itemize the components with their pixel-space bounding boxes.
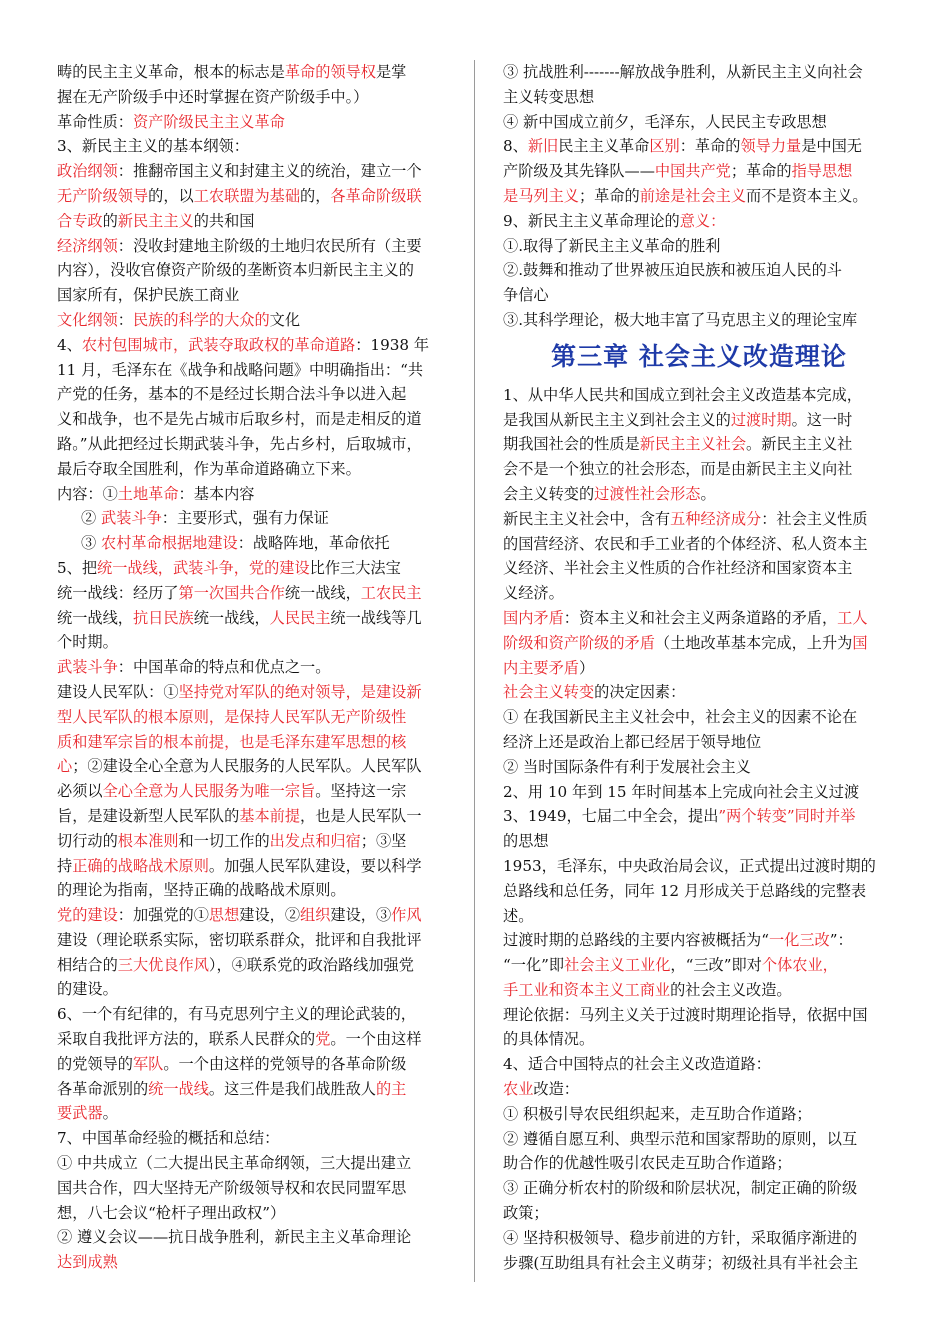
body-text: 义经济。 bbox=[503, 584, 564, 603]
highlight-text: 武装斗争 bbox=[101, 509, 162, 528]
body-text: 。这三件是我们战胜敌人 bbox=[208, 1079, 376, 1098]
body-text: ① 在我国新民主主义社会中，社会主义的因素不论在 bbox=[503, 708, 858, 727]
body-text: 采取自我批评方法的，联系人民群众的 bbox=[57, 1030, 316, 1049]
highlight-text: 根本准则 bbox=[117, 831, 179, 850]
text-line bbox=[503, 432, 895, 457]
body-text: 产党的任务，基本的不是经过长期合法斗争以进入起 bbox=[57, 385, 407, 404]
text-line bbox=[57, 432, 449, 457]
text-line bbox=[57, 134, 449, 159]
highlight-text: 过渡时期 bbox=[730, 410, 792, 429]
highlight-text: 全心全意为人民服务为唯一宗旨 bbox=[102, 782, 316, 801]
text-line bbox=[57, 730, 449, 755]
text-line bbox=[503, 680, 895, 705]
text-line bbox=[57, 1002, 449, 1027]
text-line bbox=[503, 631, 895, 656]
text-line bbox=[57, 1052, 449, 1077]
highlight-text: 手工业和资本主义工商业 bbox=[503, 980, 671, 999]
text-line bbox=[503, 482, 895, 507]
highlight-text: 型人民军队的根本原则，是保持人民军队无产阶级性 bbox=[57, 707, 407, 726]
body-text: 比作三大法宝 bbox=[309, 558, 401, 577]
text-line bbox=[57, 333, 449, 358]
text-line bbox=[57, 184, 449, 209]
body-text: ②.鼓舞和推动了世界被压迫民族和被压迫人民的斗 bbox=[503, 261, 842, 280]
text-line bbox=[503, 1176, 895, 1201]
text-line bbox=[503, 928, 895, 953]
text-line bbox=[57, 779, 449, 804]
body-text: 新民主主义社会中，含有 bbox=[503, 509, 671, 528]
body-text: 。新民主主义社 bbox=[746, 435, 853, 454]
body-text: ：没收封建地主阶级的土地归农民所有（主要 bbox=[117, 236, 422, 255]
highlight-text: 区别 bbox=[649, 137, 680, 156]
body-text: 会主义转变的 bbox=[503, 484, 595, 503]
column-divider bbox=[474, 60, 475, 1282]
text-line bbox=[57, 655, 449, 680]
body-text: 的国营经济、农民和手工业者的个体经济、私人资本主 bbox=[503, 534, 868, 553]
text-line bbox=[503, 134, 895, 159]
text-line bbox=[57, 110, 449, 135]
highlight-text: 社会主义转变 bbox=[503, 683, 595, 702]
body-text: 。 bbox=[700, 484, 716, 503]
text-line bbox=[503, 209, 895, 234]
body-text: 畴的民主主义革命，根本的标志是 bbox=[57, 63, 285, 81]
body-text: ，也是人民军队一 bbox=[300, 806, 422, 825]
highlight-text: 内主要矛盾 bbox=[503, 658, 579, 677]
body-text: 。加强人民军队建设，要以科学 bbox=[208, 856, 422, 875]
highlight-text: 一化三改 bbox=[768, 931, 830, 950]
body-text: 改造： bbox=[533, 1080, 579, 1099]
text-line bbox=[503, 258, 895, 283]
body-text: ”： bbox=[829, 931, 853, 950]
body-text: 助合作的优越性吸引农民走互助合作道路； bbox=[503, 1154, 792, 1173]
text-line bbox=[57, 407, 449, 432]
chapter-title: 第三章 社会主义改造理论 bbox=[551, 341, 847, 371]
text-line bbox=[57, 1101, 449, 1126]
highlight-text: 社会主义工业化 bbox=[564, 956, 671, 975]
body-text: 6、一个有纪律的，有马克思列宁主义的理论武装的， bbox=[57, 1005, 416, 1024]
text-line bbox=[503, 184, 895, 209]
text-line bbox=[503, 755, 895, 780]
body-text: 必须以 bbox=[57, 782, 103, 801]
highlight-text: 人民民主 bbox=[269, 608, 331, 627]
text-line bbox=[503, 656, 895, 681]
body-text: 是中国无 bbox=[801, 137, 862, 156]
body-text: 旨，是建设新型人民军队的 bbox=[57, 806, 240, 825]
body-text: 。这一时 bbox=[791, 410, 853, 429]
right-column bbox=[503, 60, 895, 1275]
text-line bbox=[57, 159, 449, 184]
text-line bbox=[57, 928, 449, 953]
body-text: 。一个由这样 bbox=[330, 1030, 422, 1049]
highlight-text: 国内矛盾 bbox=[503, 608, 564, 627]
highlight-text: 民族的科学的大众的 bbox=[132, 310, 270, 329]
body-text: 持 bbox=[57, 856, 73, 875]
highlight-text: 领导力量 bbox=[740, 137, 802, 156]
highlight-text: 统一战线 bbox=[148, 1079, 209, 1098]
highlight-text: 合专政 bbox=[57, 211, 103, 230]
highlight-text: 前途是社会主义 bbox=[639, 186, 746, 205]
text-line bbox=[503, 283, 895, 308]
right-column-top bbox=[503, 60, 895, 333]
text-line bbox=[57, 606, 449, 631]
right-column-bottom bbox=[503, 383, 895, 1276]
body-text: ①.取得了新民主主义革命的胜利 bbox=[503, 236, 721, 255]
text-line bbox=[503, 1201, 895, 1226]
body-text: 的建设。 bbox=[57, 980, 118, 999]
highlight-text: 达到成熟 bbox=[57, 1253, 118, 1272]
highlight-text: 基本前提 bbox=[239, 806, 300, 825]
text-line bbox=[503, 159, 895, 184]
body-text: 。一个由这样的党领导的各革命阶级 bbox=[163, 1054, 407, 1073]
highlight-text: 农村革命根据地建设 bbox=[101, 534, 238, 553]
text-line bbox=[503, 1003, 895, 1028]
text-line bbox=[57, 85, 449, 110]
body-text: 会不是一个独立的社会形态，而是由新民主主义向社 bbox=[503, 460, 853, 479]
text-line bbox=[57, 60, 449, 85]
body-text: 统一战线等几 bbox=[330, 608, 422, 627]
body-text: ① 积极引导农民组织起来，走互助合作道路； bbox=[503, 1104, 812, 1123]
highlight-text: 中国共产党 bbox=[654, 162, 731, 181]
text-line bbox=[503, 1226, 895, 1251]
body-text: ：1938 年 bbox=[355, 335, 430, 354]
body-text: 产阶级及其先锋队—— bbox=[503, 162, 655, 181]
body-text: 而不是资本主义。 bbox=[746, 186, 868, 205]
body-text: ② 遵义会议——抗日战争胜利，新民主主义革命理论 bbox=[57, 1228, 412, 1247]
body-text: 的共和国 bbox=[193, 211, 255, 230]
highlight-text: 心 bbox=[57, 757, 73, 776]
highlight-text: 无产阶级领导 bbox=[57, 186, 149, 205]
highlight-text: 农村包围城市，武装夺取政权的革命道路 bbox=[81, 335, 356, 354]
body-text: 是掌 bbox=[375, 63, 407, 81]
body-text: 7、中国革命经验的概括和总结： bbox=[57, 1129, 280, 1148]
text-line bbox=[503, 457, 895, 482]
body-text: ；③坚 bbox=[360, 831, 407, 850]
text-line bbox=[503, 1151, 895, 1176]
text-line bbox=[57, 804, 449, 829]
body-text: 建设人民军队：① bbox=[57, 682, 179, 701]
highlight-text: 新民主主义社会 bbox=[639, 435, 746, 454]
text-line bbox=[503, 780, 895, 805]
text-line bbox=[57, 358, 449, 383]
highlight-text: 思想 bbox=[208, 906, 240, 925]
text-line bbox=[503, 1027, 895, 1052]
highlight-text: 武装斗争 bbox=[57, 658, 118, 677]
body-text: ：资本主义和社会主义两条道路的矛盾， bbox=[563, 608, 838, 627]
text-line bbox=[57, 878, 449, 903]
body-text: ：革命的 bbox=[679, 137, 741, 156]
body-text: （土地改革基本完成，上升为 bbox=[654, 633, 853, 652]
text-line bbox=[57, 482, 449, 507]
text-line bbox=[57, 234, 449, 259]
body-text: 国家所有，保护民族工商业 bbox=[57, 286, 240, 305]
body-text: 1953，毛泽东，中央政治局会议，正式提出过渡时期的 bbox=[503, 856, 876, 875]
text-line bbox=[503, 110, 895, 135]
body-text: 的， bbox=[300, 186, 331, 205]
body-text: “一化”即 bbox=[503, 956, 565, 975]
highlight-text: 要武器 bbox=[57, 1104, 103, 1123]
body-text: ；②建设全心全意为人民服务的人民军队。人民军队 bbox=[72, 757, 422, 776]
highlight-text: 意义： bbox=[679, 211, 726, 230]
body-text: 4、 bbox=[57, 335, 82, 354]
text-line bbox=[57, 556, 449, 581]
text-line bbox=[503, 581, 895, 606]
body-text: ② bbox=[81, 509, 102, 528]
body-text: 统一战线， bbox=[284, 583, 361, 602]
body-text: 的理论为指南，坚持正确的战略战术原则。 bbox=[57, 881, 346, 900]
text-line bbox=[57, 283, 449, 308]
text-line bbox=[57, 953, 449, 978]
body-text: ③ 正确分析农村的阶级和阶层状况，制定正确的阶级 bbox=[503, 1179, 858, 1198]
text-line bbox=[503, 705, 895, 730]
highlight-text: 经济纲领 bbox=[57, 236, 118, 255]
body-text: 理论依据：马列主义关于过渡时期理论指导，依据中国 bbox=[503, 1005, 868, 1024]
body-text: ④ 新中国成立前夕，毛泽东，人民民主专政思想 bbox=[503, 112, 827, 131]
text-line bbox=[57, 506, 449, 531]
body-text: 9、新民主主义革命理论的 bbox=[503, 211, 680, 230]
text-line bbox=[503, 1077, 895, 1102]
body-text: 4、适合中国特点的社会主义改造道路： bbox=[503, 1055, 771, 1074]
body-text: 5、把 bbox=[57, 558, 98, 577]
body-text: ；革命的 bbox=[578, 186, 640, 205]
highlight-text: 工农联盟为基础 bbox=[193, 186, 300, 205]
highlight-text: 文化纲领 bbox=[57, 310, 118, 329]
body-text: 经济上还是政治上都已经居于领导地位 bbox=[503, 732, 762, 751]
text-line bbox=[503, 556, 895, 581]
body-text: 建设，② bbox=[239, 906, 300, 925]
body-text: 8、 bbox=[503, 137, 528, 156]
body-text: 3、新民主主义的基本纲领： bbox=[57, 137, 249, 156]
body-text: 述。 bbox=[503, 906, 534, 925]
text-line bbox=[57, 854, 449, 879]
body-text: ；革命的 bbox=[730, 162, 792, 181]
highlight-text: 革命的领导权 bbox=[284, 63, 376, 81]
text-line bbox=[57, 1027, 449, 1052]
text-line bbox=[57, 1151, 449, 1176]
text-line bbox=[503, 408, 895, 433]
highlight-text: 工人 bbox=[837, 608, 868, 627]
highlight-text: 个体农业， bbox=[761, 956, 838, 975]
text-line bbox=[57, 457, 449, 482]
body-text: ：战略阵地，革命依托 bbox=[237, 534, 390, 553]
text-line bbox=[57, 581, 449, 606]
body-text: 最后夺取全国胜利，作为革命道路确立下来。 bbox=[57, 459, 361, 478]
body-text: 2、用 10 年到 15 年时间基本上完成向社会主义过渡 bbox=[503, 782, 860, 801]
text-line bbox=[57, 382, 449, 407]
text-line bbox=[503, 978, 895, 1003]
highlight-text: 阶级和资产阶级的矛盾 bbox=[503, 633, 655, 652]
highlight-text: 军队 bbox=[132, 1054, 164, 1073]
body-text: ② 当时国际条件有利于发展社会主义 bbox=[503, 757, 751, 776]
body-text: 过渡时期的总路线的主要内容被概括为“ bbox=[503, 931, 769, 950]
text-line bbox=[57, 1126, 449, 1151]
text-line bbox=[503, 60, 895, 85]
body-text: 内容），没收官僚资产阶级的垄断资本归新民主主义的 bbox=[57, 261, 414, 280]
highlight-text: 各革命阶级联 bbox=[330, 186, 422, 205]
highlight-text: 国 bbox=[852, 633, 868, 652]
highlight-text: 指导思想 bbox=[791, 162, 853, 181]
body-text: 的，以 bbox=[148, 186, 194, 205]
body-text: 革命性质： bbox=[57, 112, 133, 131]
body-text: 。 bbox=[102, 1104, 118, 1123]
text-line bbox=[503, 953, 895, 978]
highlight-text: 工农民主 bbox=[360, 583, 422, 602]
text-line bbox=[503, 507, 895, 532]
body-text: 的社会主义改造。 bbox=[670, 980, 792, 999]
body-text: ：推翻帝国主义和封建主义的统治，建立一个 bbox=[117, 162, 422, 181]
text-line bbox=[57, 754, 449, 779]
body-text: 路。”从此把经过长期武装斗争，先占乡村，后取城市， bbox=[57, 434, 422, 453]
highlight-text: 资产阶级民主主义革命 bbox=[132, 112, 285, 131]
body-text: ④ 坚持积极领导、稳步前进的方针，采取循序渐进的 bbox=[503, 1228, 858, 1247]
body-text: 1、从中华人民共和国成立到社会主义改造基本完成， bbox=[503, 385, 862, 404]
text-line bbox=[57, 705, 449, 730]
body-text: ③ bbox=[81, 534, 102, 553]
body-text: ），④联系党的政治路线加强党 bbox=[208, 955, 414, 974]
left-column bbox=[57, 60, 449, 1275]
text-line bbox=[57, 258, 449, 283]
text-line bbox=[503, 879, 895, 904]
body-text: ① 中共成立（二大提出民主革命纲领，三大提出建立 bbox=[57, 1154, 412, 1173]
text-line bbox=[57, 829, 449, 854]
body-text: 各革命派别的 bbox=[57, 1079, 149, 1098]
highlight-text: 作风 bbox=[391, 906, 422, 925]
text-line bbox=[503, 85, 895, 110]
text-line bbox=[503, 1127, 895, 1152]
highlight-text: 土地革命 bbox=[117, 484, 179, 503]
text-line bbox=[503, 854, 895, 879]
body-text: 总路线和总任务，同年 12 月形成关于总路线的完整表 bbox=[503, 881, 867, 900]
text-line bbox=[57, 1077, 449, 1102]
body-text: ② 遵循自愿互利、典型示范和国家帮助的原则，以互 bbox=[503, 1129, 858, 1148]
body-text: ③ 抗战胜利-------解放战争胜利，从新民主主义向社会 bbox=[503, 63, 863, 81]
highlight-text: 统一战线，武装斗争，党的建设 bbox=[97, 558, 310, 577]
body-text: ：加强党的① bbox=[117, 906, 209, 925]
text-line bbox=[503, 829, 895, 854]
body-text: 相结合的 bbox=[57, 955, 118, 974]
body-text: 国共合作，四大坚持无产阶级领导权和农民同盟军思 bbox=[57, 1178, 407, 1197]
highlight-text: 组织 bbox=[300, 906, 331, 925]
text-line bbox=[503, 606, 895, 631]
text-line bbox=[57, 680, 449, 705]
body-text: 想，八七会议“枪杆子理出政权”） bbox=[57, 1203, 286, 1222]
body-text: 的决定因素： bbox=[594, 683, 686, 702]
body-text: 统一战线， bbox=[57, 608, 133, 627]
body-text: 民主主义革命 bbox=[558, 137, 650, 156]
text-line bbox=[503, 904, 895, 929]
body-text: ，“三改”即对 bbox=[670, 956, 762, 975]
body-text: 是我国从新民主主义到社会主义的 bbox=[503, 410, 731, 429]
text-line bbox=[57, 1250, 449, 1275]
text-line bbox=[503, 383, 895, 408]
highlight-text: 是马列主义 bbox=[503, 186, 579, 205]
text-line bbox=[503, 730, 895, 755]
highlight-text: 政治纲领 bbox=[57, 162, 118, 181]
body-text: 争信心 bbox=[503, 286, 549, 305]
body-text: 内容：① bbox=[57, 484, 118, 503]
body-text: ：基本内容 bbox=[178, 484, 255, 503]
body-text: 文化 bbox=[269, 310, 300, 329]
highlight-text: 质和建军宗旨的根本前提，也是毛泽东建军思想的核 bbox=[57, 732, 407, 751]
highlight-text: 三大优良作风 bbox=[117, 955, 209, 974]
body-text: 的党领导的 bbox=[57, 1054, 133, 1073]
text-line bbox=[503, 1052, 895, 1077]
highlight-text: 过渡性社会形态 bbox=[594, 484, 701, 503]
text-line bbox=[57, 1176, 449, 1201]
highlight-text: 坚持党对军队的绝对领导，是建设新 bbox=[178, 682, 422, 701]
text-line bbox=[503, 1251, 895, 1276]
highlight-text: 党的建设 bbox=[57, 906, 118, 925]
body-text: 期我国社会的性质是 bbox=[503, 435, 640, 454]
text-line bbox=[57, 903, 449, 928]
body-text: 的 bbox=[102, 211, 118, 230]
highlight-text: 的主 bbox=[375, 1079, 407, 1098]
body-text: ） bbox=[578, 658, 595, 677]
text-line bbox=[503, 1102, 895, 1127]
body-text: 。坚持这一宗 bbox=[315, 782, 407, 801]
body-text: 的思想 bbox=[503, 832, 549, 851]
body-text: 握在无产阶级手中还时掌握在资产阶级手中。） bbox=[57, 87, 369, 106]
highlight-text: 抗日民族 bbox=[132, 608, 194, 627]
body-text: ：社会主义性质 bbox=[761, 509, 868, 528]
body-text: 建设（理论联系实际，密切联系群众，批评和自我批评 bbox=[57, 930, 422, 949]
body-text: ： bbox=[117, 310, 133, 329]
body-text: 建设，③ bbox=[330, 906, 392, 925]
body-text: 政策； bbox=[503, 1204, 549, 1223]
highlight-text: 农业 bbox=[503, 1080, 534, 1099]
text-line bbox=[503, 804, 895, 829]
highlight-text: 出发点和归宿 bbox=[269, 831, 361, 850]
body-text: 统一战线：经历了 bbox=[57, 583, 179, 602]
body-text: 的具体情况。 bbox=[503, 1030, 595, 1049]
text-line bbox=[57, 209, 449, 234]
text-line bbox=[57, 1225, 449, 1250]
body-text: 和一切工作的 bbox=[178, 831, 270, 850]
highlight-text: 新旧 bbox=[527, 137, 559, 156]
highlight-text: 新民主主义 bbox=[117, 211, 194, 230]
highlight-text: 五种经济成分 bbox=[670, 509, 762, 528]
body-text: 统一战线， bbox=[193, 608, 270, 627]
body-text: 3、1949，七届二中全会，提出 bbox=[503, 807, 719, 826]
text-line bbox=[57, 308, 449, 333]
text-line bbox=[57, 531, 449, 556]
body-text: 义经济、半社会主义性质的合作社经济和国家资本主 bbox=[503, 559, 853, 578]
highlight-text: ”两个转变”同时并举 bbox=[718, 807, 856, 826]
highlight-text: 第一次国共合作 bbox=[178, 583, 285, 602]
body-text: 步骤(互助组具有社会主义萌芽；初级社具有半社会主 bbox=[503, 1253, 859, 1272]
text-line bbox=[57, 630, 449, 655]
body-text: 切行动的 bbox=[57, 831, 118, 850]
highlight-text: 党 bbox=[315, 1030, 331, 1049]
highlight-text: 正确的战略战术原则 bbox=[72, 856, 209, 875]
text-line bbox=[503, 532, 895, 557]
body-text: ：中国革命的特点和优点之一。 bbox=[117, 658, 331, 677]
body-text: ③.其科学理论，极大地丰富了马克思主义的理论宝库 bbox=[503, 310, 858, 329]
text-line bbox=[503, 308, 895, 333]
text-line bbox=[57, 977, 449, 1002]
body-text: 义和战争，也不是先占城市后取乡村，而是走相反的道 bbox=[57, 410, 422, 429]
body-text: 11 月，毛泽东在《战争和战略问题》中明确指出：“共 bbox=[57, 360, 424, 379]
body-text: 主义转变思想 bbox=[503, 87, 595, 106]
body-text: ：主要形式，强有力保证 bbox=[161, 509, 329, 528]
text-line bbox=[57, 1201, 449, 1226]
body-text: 个时期。 bbox=[57, 633, 118, 652]
text-line bbox=[503, 234, 895, 259]
